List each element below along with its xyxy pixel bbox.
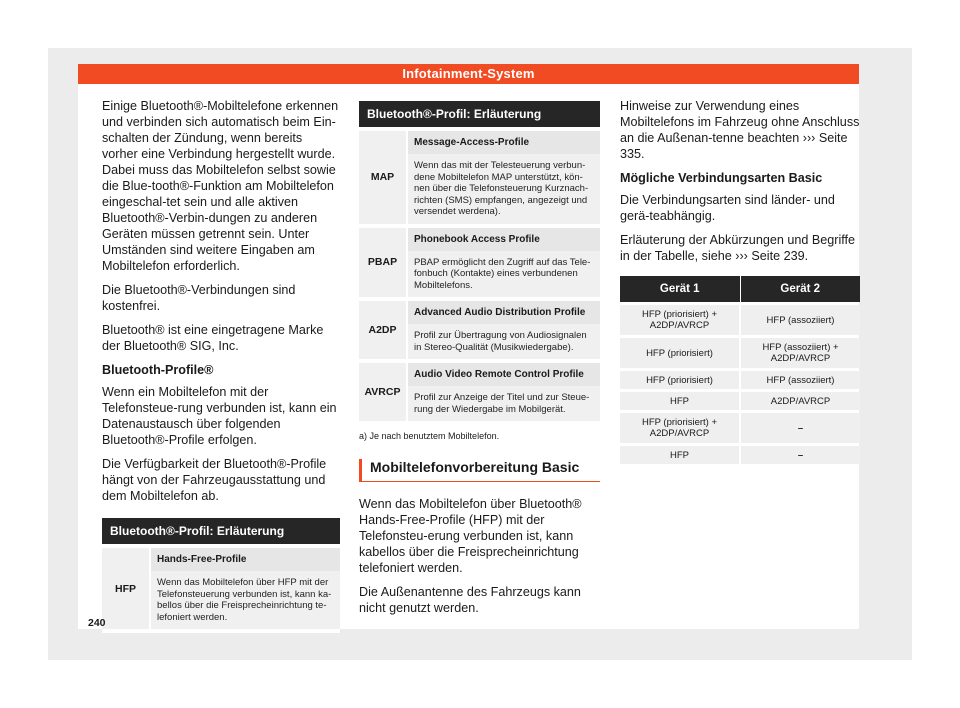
table-cell: A2DP/AVRCP [741,392,860,410]
middle-column [359,101,600,624]
table-cell: HFP (priorisiert) [620,371,739,389]
left-column [102,98,340,633]
table-row [620,305,860,335]
table-header [620,276,860,302]
table-cell: HFP (priorisiert) + A2DP/AVRCP [620,305,739,335]
profile-abbr: HFP [102,548,149,629]
table-cell: HFP [620,446,739,464]
profile-abbr: PBAP [359,228,406,298]
profile-description: Wenn das mit der Telesteuerung verbun-dene Mobiltelefon MAP unterstützt, kön-nen über die Telefonsteuerung Kurznach-richten (SMS) empfangen, angezeigt und versendet werdena). [408,154,600,224]
table-row [620,446,860,464]
profile-abbr: MAP [359,131,406,224]
table-cell: HFP (assoziiert) + A2DP/AVRCP [741,338,860,368]
table-cell: HFP (priorisiert) [620,338,739,368]
left-paragraph-5: Die Verfügbarkeit der Bluetooth®-Profile hängt von der Fahrzeugausstattung und dem Mobiltelefon ab. [102,457,327,503]
table-cell: – [741,446,860,464]
table-row [620,413,860,443]
profile-description: Wenn das Mobiltelefon über HFP mit der Telefonsteuerung verbunden ist, kann ka-bellos über die Freisprecheinrichtung te-lefoniert werden. [151,571,340,629]
left-paragraph-1: Einige Bluetooth®-Mobiltelefone erkennen und verbinden sich automatisch beim Ein-schalten der Zündung, wenn bereits vorher eine Verbindung hergestellt wurde. Dabei muss das Mobiltelefon selbst sowie die Blue-tooth®-Funktion am Mobiltelefon eingeschal-tet sein und alle aktiven Bluetooth®-Verbin-dungen zu anderen Geräten müssen getrennt sein. Unter Umständen sind weitere Eingaben am Mobiltelefon erforderlich. [102,99,339,273]
page-number: 240 [88,617,106,629]
right-column [620,98,860,464]
profile-table-title: Bluetooth®-Profil: Erläuterung [102,518,340,544]
table-row [620,392,860,410]
profile-table-left [102,518,340,633]
profile-name: Phonebook Access Profile [408,228,600,251]
section-heading: Mobiltelefonvorbereitung Basic [359,459,600,482]
right-paragraph-3: Erläuterung der Abkürzungen und Begriffe in der Tabelle, siehe ››› Seite 239. [620,233,856,263]
table-row [359,301,600,363]
footnote: a) Je nach benutztem Mobiltelefon. [359,431,500,441]
table-row [102,548,340,633]
table-row [620,371,860,389]
profile-abbr: AVRCP [359,363,406,421]
middle-paragraph-1: Wenn das Mobiltelefon über Bluetooth® Hands-Free-Profile (HFP) mit der Telefonsteu-erung verbunden ist, kann kabellos über die Freisprecheinrichtung telefoniert werden. [359,497,582,575]
profile-description: PBAP ermöglicht den Zugriff auf das Tele-fonbuch (Kontakte) eines verbundenen Mobiltelefons. [408,251,600,298]
page-header: Infotainment-System [78,64,859,84]
connection-types-heading: Mögliche Verbindungsarten Basic [620,171,823,185]
table-row [359,228,600,302]
profile-name: Message-Access-Profile [408,131,600,154]
profile-abbr: A2DP [359,301,406,359]
profile-name: Hands-Free-Profile [151,548,340,571]
left-paragraph-3: Bluetooth® ist eine eingetragene Marke der Bluetooth® SIG, Inc. [102,323,324,353]
table-cell: HFP (assoziiert) [741,305,860,335]
right-paragraph-2: Die Verbindungsarten sind länder- und gerä-teabhängig. [620,193,835,223]
table-cell: HFP [620,392,739,410]
table-cell: HFP (assoziiert) [741,371,860,389]
table-row [359,131,600,228]
profile-description: Profil zur Anzeige der Titel und zur Steue-rung der Wiedergabe im Mobilgerät. [408,386,600,421]
bluetooth-profiles-heading: Bluetooth-Profile® [102,363,214,377]
right-paragraph-1: Hinweise zur Verwendung eines Mobiltelefons im Fahrzeug ohne Anschluss an die Außenan-tenne beachten ››› Seite 335. [620,99,860,161]
table-row [620,338,860,368]
left-paragraph-4: Wenn ein Mobiltelefon mit der Telefonsteue-rung verbunden ist, kann ein Datenaustausch über folgenden Bluetooth®-Profile erfolgen. [102,385,337,447]
column-header: Gerät 1 [620,276,741,302]
table-row [359,363,600,425]
profile-name: Audio Video Remote Control Profile [408,363,600,386]
profile-description: Profil zur Übertragung von Audiosignalen in Stereo-Qualität (Musikwiedergabe). [408,324,600,359]
table-cell: HFP (priorisiert) + A2DP/AVRCP [620,413,739,443]
profile-table-title: Bluetooth®-Profil: Erläuterung [359,101,600,127]
profile-name: Advanced Audio Distribution Profile [408,301,600,324]
connection-table [620,276,860,464]
middle-paragraph-2: Die Außenantenne des Fahrzeugs kann nicht genutzt werden. [359,585,581,615]
table-cell: – [741,413,860,443]
left-paragraph-2: Die Bluetooth®-Verbindungen sind kostenfrei. [102,283,296,313]
column-header: Gerät 2 [780,283,821,295]
